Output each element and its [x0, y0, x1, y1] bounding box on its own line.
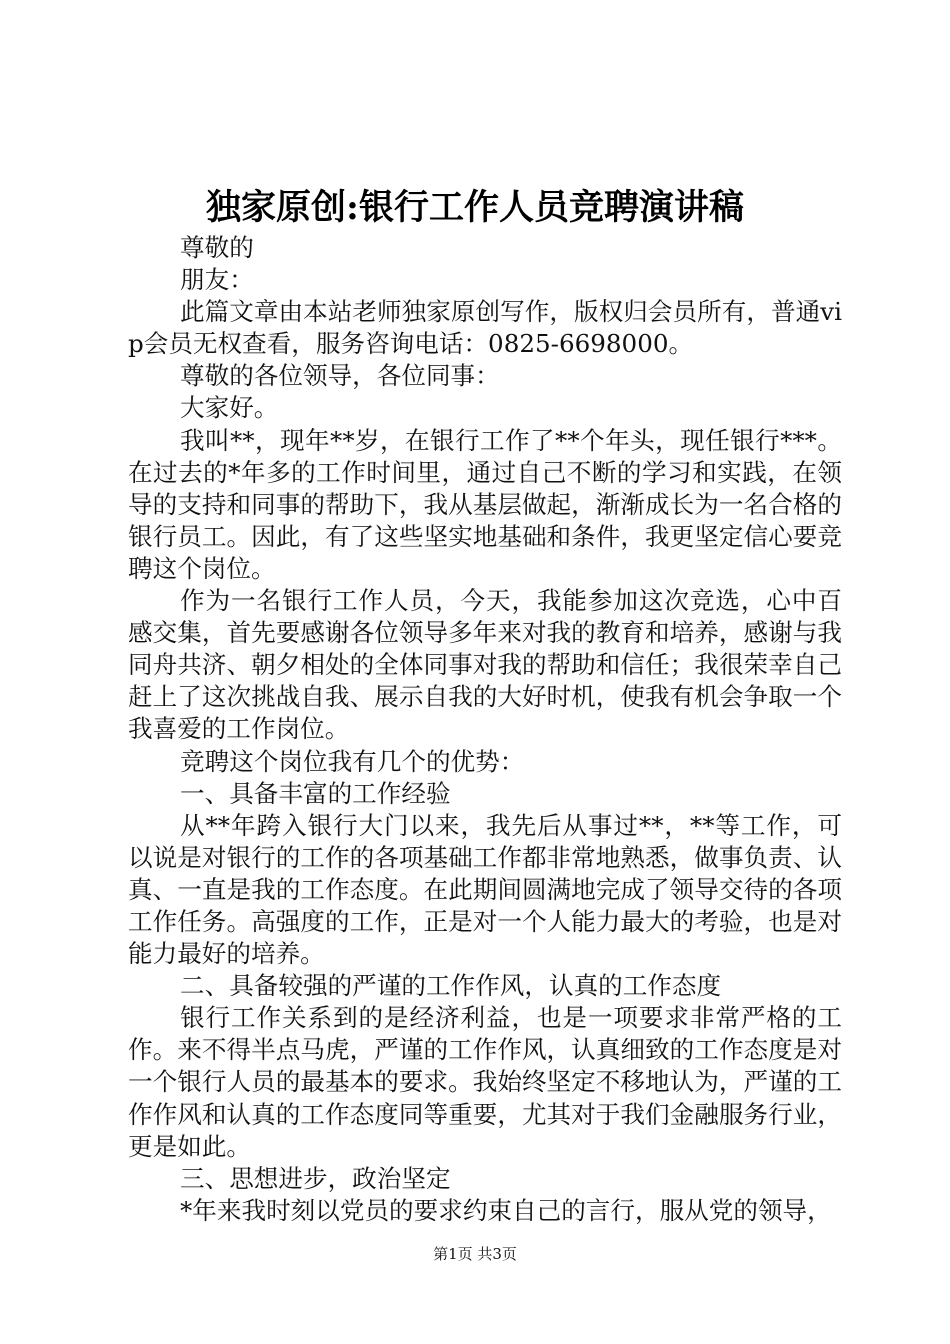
paragraph-introduction: 我叫**，现年**岁，在银行工作了**个年头，现任银行***。在过去的*年多的工作时间里，通过自己不断的学习和实践，在领导的支持和同事的帮助下，我从基层做起，渐渐成长为一名合格的银行员工。因此，有了这些坚实地基础和条件，我更坚定信心要竞聘这个岗位。 — [128, 425, 842, 583]
paragraph-political: *年来我时刻以党员的要求约束自己的言行，服从党的领导， — [180, 1195, 832, 1225]
paragraph-salutation-1: 尊敬的 — [180, 233, 254, 262]
page-number-footer: 第1页 共3页 — [433, 1245, 517, 1263]
paragraph-work-style: 银行工作关系到的是经济利益，也是一项要求非常严格的工作。来不得半点马虎，严谨的工作作风，认真细致的工作态度是对一个银行人员的最基本的要求。我始终坚定不移地认为，严谨的工作作风和认真的工作态度同等重要，尤其对于我们金融服务行业，更是如此。 — [128, 1003, 842, 1161]
section-heading-3: 三、思想进步，政治坚定 — [180, 1163, 451, 1193]
paragraph-advantages-intro: 竞聘这个岗位我有几个的优势： — [180, 746, 525, 776]
section-heading-1: 一、具备丰富的工作经验 — [180, 778, 451, 808]
paragraph-gratitude: 作为一名银行工作人员，今天，我能参加这次竞选，心中百感交集，首先要感谢各位领导多年来对我的教育和培养，感谢与我同舟共济、朝夕相处的全体同事对我的帮助和信任；我很荣幸自己赶上了这次挑战自我、展示自我的大好时机，使我有机会争取一个我喜爱的工作岗位。 — [128, 586, 842, 744]
paragraph-copyright-notice: 此篇文章由本站老师独家原创写作，版权归会员所有，普通vip会员无权查看，服务咨询电话：0825-6698000。 — [128, 297, 842, 359]
document-body — [128, 232, 842, 1227]
paragraph-hello: 大家好。 — [180, 393, 279, 423]
paragraph-greeting: 尊敬的各位领导，各位同事： — [180, 361, 500, 391]
section-heading-2: 二、具备较强的严谨的工作作风，认真的工作态度 — [180, 971, 722, 1001]
paragraph-experience: 从**年跨入银行大门以来，我先后从事过**，**等工作，可以说是对银行的工作的各项基础工作都非常地熟悉，做事负责、认真、一直是我的工作态度。在此期间圆满地完成了领导交待的各项工作任务。高强度的工作，正是对一个人能力最大的考验，也是对能力最好的培养。 — [128, 810, 842, 969]
document-title: 独家原创:银行工作人员竞聘演讲稿 — [206, 187, 744, 228]
paragraph-salutation-2: 朋友： — [180, 265, 254, 295]
